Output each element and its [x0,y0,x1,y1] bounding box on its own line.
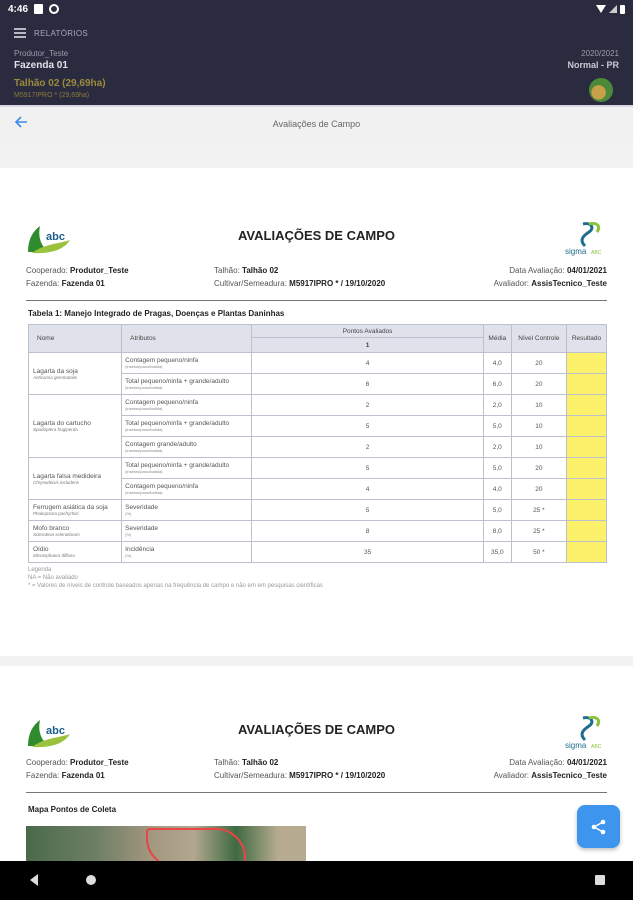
cooperado-value: Produtor_Teste [70,758,129,767]
table-row [29,542,607,563]
pest-name-cell [29,521,122,542]
attribute-unit: (%) [125,553,132,558]
cultivar-label: Cultivar/Semeadura: [214,279,287,288]
svg-text:abc: abc [46,725,65,737]
pest-name: Ferrugem asiática da soja [33,504,108,511]
mean-value: 6,0 [483,374,511,395]
result-cell [566,416,606,437]
fazenda-name: Fazenda 01 [14,60,68,71]
attribute-name: Incidência [125,546,155,553]
app-header [0,18,633,105]
talhao-value: Talhão 02 [242,266,279,275]
page-title: Avaliações de Campo [272,119,361,129]
attribute-name: Contagem grande/adulto [125,441,197,448]
control-level: 20 [511,479,566,500]
point-value: 2 [252,395,483,416]
regiao: Normal - PR [567,60,619,70]
attribute-name: Contagem pequeno/ninfa [125,399,199,406]
control-level: 20 [511,458,566,479]
mean-value: 4,0 [483,479,511,500]
avaliador-label: Avaliador: [493,771,530,780]
mip-table [28,324,607,563]
sigma-abc-logo [561,220,607,256]
pest-scientific-name: Microsphaera diffusa [33,553,75,558]
report-page-2 [0,666,633,866]
attribute-name: Contagem pequeno/ninfa [125,357,199,364]
data-label: Data Avaliação: [509,758,565,767]
share-icon [590,818,608,836]
attribute-unit: (%) [125,511,132,516]
control-level: 25 * [511,521,566,542]
fazenda-value: Fazenda 01 [61,279,105,288]
mean-value: 35,0 [483,542,511,563]
menu-button[interactable] [14,28,88,38]
result-cell [566,521,606,542]
result-cell [566,374,606,395]
control-level: 20 [511,374,566,395]
nav-recents-icon[interactable] [595,875,605,885]
attribute-unit: (insetos/pano/batida) [125,490,163,495]
table-title: Tabela 1: Manejo Integrado de Pragas, Doenças e Plantas Daninhas [28,309,285,318]
report-title: AVALIAÇÕES DE CAMPO [238,228,395,243]
nav-home-icon[interactable] [86,875,96,885]
point-value: 4 [252,479,483,500]
pest-name-cell [29,395,122,458]
mean-value: 5,0 [483,500,511,521]
nav-back-icon[interactable] [30,874,38,886]
battery-icon [620,5,625,14]
table-row [29,395,607,416]
produtor-name: Produtor_Teste [14,49,69,58]
result-cell [566,500,606,521]
control-level: 20 [511,353,566,374]
sync-icon [49,4,59,14]
pest-scientific-name: Anticarsia gemmatalis [33,374,78,380]
svg-text:sigma: sigma [565,741,587,750]
mean-value: 4,0 [483,353,511,374]
wifi-icon [596,5,606,13]
pest-name-cell [29,500,122,521]
data-label: Data Avaliação: [509,266,565,275]
mean-value: 2,0 [483,395,511,416]
back-button[interactable] [14,115,32,133]
th-nivel: Nível Controle [511,325,566,353]
attribute-cell [122,353,252,374]
attribute-unit: (insetos/pano/batida) [125,448,163,453]
talhao-label: Talhão: [214,758,240,767]
pest-name-cell [29,542,122,563]
safra: 2020/2021 [581,49,619,58]
point-value: 5 [252,416,483,437]
attribute-cell [122,458,252,479]
result-cell [566,458,606,479]
status-time: 4:46 [8,3,29,15]
result-cell [566,479,606,500]
point-value: 35 [252,542,483,563]
point-value: 2 [252,437,483,458]
attribute-cell [122,479,252,500]
talhao-label: Talhão: [214,266,240,275]
attribute-name: Total pequeno/ninfa + grande/adulto [125,462,230,469]
svg-text:abc: abc [46,231,65,243]
avaliador-value: AssisTecnico_Teste [531,771,607,780]
pest-scientific-name: Phakopsora pachyrhizi [33,511,79,516]
system-nav-bar [0,861,633,900]
attribute-cell [122,416,252,437]
mean-value: 8,0 [483,521,511,542]
data-value: 04/01/2021 [566,266,607,275]
th-pontos: Pontos Avaliados [252,325,483,338]
attribute-name: Severidade [125,504,159,511]
divider [26,300,607,301]
fazenda-value: Fazenda 01 [61,771,105,780]
signal-icon [609,5,617,13]
status-bar [0,0,633,18]
cultivar-label: Cultivar/Semeadura: [214,771,287,780]
cooperado-label: Cooperado: [26,758,68,767]
result-cell [566,542,606,563]
pest-name: Oídio [33,546,49,553]
table-row [29,353,607,374]
cooperado-label: Cooperado: [26,266,68,275]
sigma-abc-logo [561,714,607,750]
attribute-cell [122,374,252,395]
th-nome: Nome [29,325,122,353]
pest-name: Lagarta do cartucho [33,420,91,427]
pest-name: Lagarta da soja [33,367,78,375]
point-value: 8 [252,521,483,542]
share-button[interactable] [577,805,620,848]
cultivar-value: M5917IPRO * / 19/10/2020 [289,279,386,288]
attribute-name: Contagem pequeno/ninfa [125,483,199,490]
attribute-unit: (insetos/pano/batida) [125,427,163,432]
table-row [29,458,607,479]
collection-points-map[interactable] [26,826,306,866]
attribute-cell [122,500,252,521]
attribute-unit: (insetos/pano/batida) [125,406,163,411]
attribute-name: Severidade [125,525,159,532]
th-ponto-1: 1 [252,338,483,353]
mean-value: 5,0 [483,416,511,437]
point-value: 5 [252,500,483,521]
crop-avatar[interactable] [589,78,613,102]
divider [26,792,607,793]
report-header-2 [26,714,607,754]
attribute-cell [122,395,252,416]
talhao-cultivar: M5917IPRO * (29,69ha) [14,92,90,99]
attribute-unit: (insetos/pano/batida) [125,385,163,390]
mean-value: 5,0 [483,458,511,479]
svg-text:ABC: ABC [591,250,602,256]
talhao-value: Talhão 02 [242,758,279,767]
result-cell [566,353,606,374]
attribute-unit: (%) [125,532,132,537]
attribute-unit: (insetos/pano/batida) [125,364,163,369]
arrow-left-icon [14,115,28,129]
control-level: 25 * [511,500,566,521]
control-level: 10 [511,437,566,458]
control-level: 50 * [511,542,566,563]
page-toolbar [0,105,633,141]
control-level: 10 [511,416,566,437]
attribute-unit: (insetos/pano/batida) [125,469,163,474]
point-value: 4 [252,353,483,374]
attribute-cell [122,542,252,563]
talhao-name[interactable]: Talhão 02 (29,69ha) [14,78,106,89]
attribute-name: Total pequeno/ninfa + grande/adulto [125,420,230,427]
report-title: AVALIAÇÕES DE CAMPO [238,722,395,737]
result-cell [566,437,606,458]
attribute-name: Total pequeno/ninfa + grande/adulto [125,378,230,385]
pest-scientific-name: Spodoptera frugiperda [33,427,78,432]
cooperado-value: Produtor_Teste [70,266,129,275]
legend-na: NA = Não avaliado [28,575,78,581]
avaliador-value: AssisTecnico_Teste [531,279,607,288]
fazenda-label: Fazenda: [26,771,60,780]
attribute-cell [122,437,252,458]
th-atributos: Atributos [122,325,252,353]
svg-text:sigma: sigma [565,247,587,256]
table-legend [28,566,323,590]
hamburger-icon [14,28,26,38]
pest-name: Lagarta falsa medideira [33,472,101,480]
result-cell [566,395,606,416]
pest-name-cell [29,353,122,395]
report-page-1 [0,168,633,656]
avaliador-label: Avaliador: [493,279,530,288]
point-value: 5 [252,458,483,479]
cultivar-value: M5917IPRO * / 19/10/2020 [289,771,386,780]
report-header [26,220,607,260]
map-title: Mapa Pontos de Coleta [28,805,117,814]
sd-card-icon [34,4,43,14]
attribute-cell [122,521,252,542]
pest-scientific-name: Chrysodeixis includens [33,479,80,485]
legend-note: * = Valores de níveis de controle baseados apenas na frequência de campo e não em em pesquisas científicas [28,583,323,589]
table-row [29,521,607,542]
pest-name-cell [29,458,122,500]
svg-text:ABC: ABC [591,744,602,750]
th-media: Média [483,325,511,353]
legend-title: Legenda [28,567,52,573]
fazenda-label: Fazenda: [26,279,60,288]
mean-value: 2,0 [483,437,511,458]
point-value: 6 [252,374,483,395]
data-value: 04/01/2021 [566,758,607,767]
pest-scientific-name: Sclerotinia sclerotiorum [33,532,80,537]
table-row [29,500,607,521]
menu-label: RELATÓRIOS [34,28,88,38]
th-resultado: Resultado [566,325,606,353]
pest-name: Mofo branco [33,525,70,532]
control-level: 10 [511,395,566,416]
